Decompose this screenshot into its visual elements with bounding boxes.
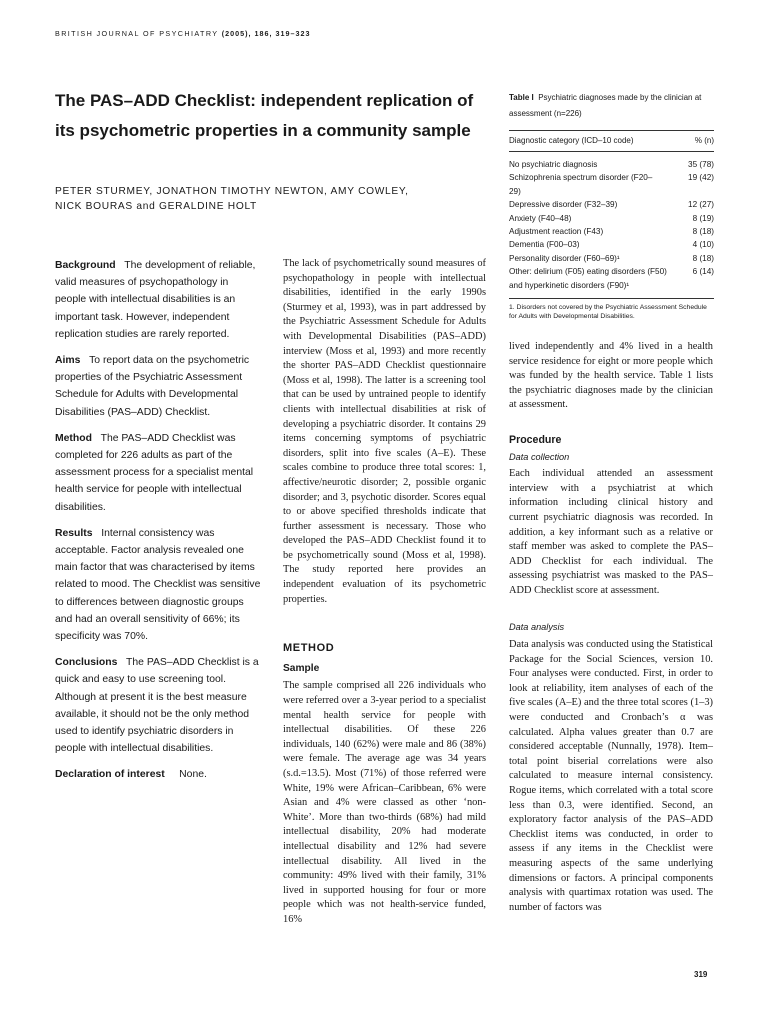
table-bottom-rule	[509, 298, 714, 299]
table-cell: Depressive disorder (F32–39)	[509, 200, 618, 210]
body-column-3	[509, 340, 713, 915]
table-row	[509, 225, 714, 238]
table-cell: No psychiatric diagnosis	[509, 160, 598, 169]
table-cell: 4 (10)	[692, 240, 714, 250]
abstract-aims	[55, 352, 261, 421]
table-row	[509, 158, 714, 171]
table-cell: 8 (19)	[692, 213, 714, 223]
table-row	[509, 198, 714, 211]
data-collection-heading: Data collection	[509, 451, 570, 462]
abstract-text: To report data on the psychometric properties of the Psychiatric Assessment Schedule for Adults with Developmental Disabilities (PAS–ADD) Checklist.	[55, 355, 250, 418]
table-cell: Anxiety (F40–48)	[509, 213, 572, 223]
table-header-rule	[509, 151, 714, 152]
table-row	[509, 171, 714, 198]
journal-name: BRITISH JOURNAL OF PSYCHIATRY	[55, 29, 219, 38]
abstract-results	[55, 525, 261, 645]
sample-heading: Sample	[283, 662, 320, 674]
table-row	[509, 212, 714, 225]
table-row	[509, 252, 714, 265]
table-cell: 35 (78)	[688, 160, 714, 169]
table-row	[509, 238, 714, 251]
body-column-2	[283, 257, 486, 928]
abstract-heading: Method	[55, 432, 92, 444]
author-list	[55, 184, 475, 214]
table-col-category: Diagnostic category (ICD–10 code)	[509, 136, 634, 145]
procedure-heading: Procedure	[509, 433, 562, 446]
abstract-heading: Results	[55, 527, 93, 539]
table-cell: 8 (18)	[692, 227, 714, 237]
table-row	[509, 265, 714, 292]
table-cell: 19 (42)	[688, 173, 714, 183]
abstract-method	[55, 430, 261, 516]
journal-citation: (2005), 186, 319–323	[221, 29, 311, 38]
data-analysis-paragraph: Data analysis was conducted using the Statistical Package for the Social Sciences, version 10. Four analyses were conducted. First, in order to look at reliability, item analyses of each of the five scales (A–E) and the three total scores (1–3) were conducted and Cronbach’s α was calculated. Alpha values greater than 0.7 are considered acceptable (Nunnally, 1978). Item–total point biserial correlations were also calculated to measure internal consistency. Rogue items, which correlated with a total score less than 0.3, were identified. Second, an exploratory factor analysis of the PAS–ADD Checklist items was conducted, in order to assess if any items in the Checklist were measuring aspects of the same underlying dimensions or factors. A principal components analysis with quartimax rotation was used. The number of factors was	[509, 639, 713, 913]
authors-line-2: NICK BOURAS and GERALDINE HOLT	[55, 201, 257, 212]
authors-line-1: PETER STURMEY, JONATHON TIMOTHY NEWTON, AMY COWLEY,	[55, 186, 409, 197]
table-cell: Personality disorder (F60–69)¹	[509, 253, 620, 263]
table-cell: 8 (18)	[692, 253, 714, 263]
table-caption-text: Psychiatric diagnoses made by the clinician at assessment (n=226)	[509, 93, 702, 118]
abstract-heading: Conclusions	[55, 657, 118, 669]
sample-paragraph: The sample comprised all 226 individuals who were referred over a 3-year period to a specialist mental health service for people with intellectual disabilities. Of these 226 individuals, 140 (62%) were male and 86 (38%) were female. The average age was 34 years (s.d.=13.5). Most (71%) of those referred were White, 19% were African–Caribbean, 6% were Asian and 4% were classed as other ‘non-White’. More than two-thirds (68%) had mild intellectual disability, 20% had moderate intellectual disability and 12% had severe intellectual disability. All lived in the community: 49% lived with their family, 31% lived in supported housing for four or more people which was not health-service funded, 16%	[283, 680, 486, 925]
table-1	[509, 90, 714, 321]
table-footnote: 1. Disorders not covered by the Psychiatric Assessment Schedule for Adults with Developmental Disabilities.	[509, 304, 707, 321]
table-col-percent: % (n)	[694, 136, 714, 145]
abstract-text: The PAS–ADD Checklist is a quick and easy to use screening tool. Although at present it is the best measure available, it should not be the only method used to identify psychiatric disorders in people with intellectual disabilities.	[55, 657, 259, 755]
abstract-heading: Declaration of interest	[55, 769, 165, 781]
abstract-text: The PAS–ADD Checklist was completed for 226 adults as part of the assessment process for a specialist mental health service for people with intellectual disabilities.	[55, 432, 254, 513]
data-analysis-heading: Data analysis	[509, 621, 565, 632]
sample-continued-paragraph: lived independently and 4% lived in a health service residence for eight or more people which was funded by the health service. Table 1 lists the psychiatric diagnoses made by the clinician at assessment.	[509, 341, 713, 411]
table-cell: Dementia (F00–03)	[509, 240, 580, 250]
table-cell: 6 (14)	[692, 267, 714, 277]
abstract-conclusions	[55, 654, 261, 757]
table-label: Table I	[509, 93, 534, 102]
table-cell: Other: delirium (F05) eating disorders (F50) and hyperkinetic disorders (F90)¹	[509, 267, 667, 290]
abstract-heading: Background	[55, 260, 116, 271]
journal-header	[55, 29, 311, 38]
table-cell: 12 (27)	[688, 200, 714, 210]
method-heading: METHOD	[283, 642, 335, 655]
table-header	[509, 131, 714, 151]
abstract-text: Internal consistency was acceptable. Factor analysis revealed one main factor that was characterised by items related to mood. The Checklist was sensitive to differences between diagnostic groups and had an overall sensitivity of 66%; its specificity was 70%.	[55, 527, 261, 643]
page-number: 319	[694, 970, 708, 979]
data-collection-paragraph: Each individual attended an assessment interview with a psychiatrist at which information including clinical history and current psychiatric diagnosis was recorded. In addition, a key informant such as a relative or staff member was asked to complete the PAS–ADD Checklist for each individual. The assessing psychiatrist was masked to the PAS–ADD Checklist score at assessment.	[509, 468, 713, 596]
abstract	[55, 257, 261, 793]
table-cell: Schizophrenia spectrum disorder (F20–29)	[509, 173, 653, 196]
abstract-heading: Aims	[55, 355, 81, 367]
abstract-text: None.	[179, 769, 207, 781]
abstract-declaration	[55, 766, 261, 783]
abstract-text: The development of reliable, valid measures of psychopathology in people with intellectual disabilities is an important task. However, independent replication studies are rarely reported.	[55, 260, 256, 340]
abstract-background	[55, 257, 261, 343]
table-cell: Adjustment reaction (F43)	[509, 227, 604, 237]
article-title: The PAS–ADD Checklist: independent replication of its psychometric properties in a community sample	[55, 91, 474, 140]
intro-paragraph: The lack of psychometrically sound measures of psychopathology in people with intellectual disabilities, identified in the early 1990s (Sturmey et al, 1993), was in part addressed by the Psychiatric Assessment Schedule for Adults with Developmental Disabilities (PAS–ADD) interview (Moss et al, 1993) and more recently the shorter PAS–ADD Checklist questionnaire (Moss et al, 1998). The latter is a screening tool that can be used by untrained people to identify clients with intellectual disabilities at risk of developing a psychiatric disorder. It contains 29 items concerning symptoms of psychiatric disorders, split into five scales (A–E). These scales combine to produce three total scores: 1, affective/neurotic disorder; 2, possible organic disorder; and 3, psychotic disorder. Scores equal to or above specified thresholds indicate that further assessment is necessary. Those who developed the PAS–ADD Checklist found it to be psychometrically sound (Moss et al, 1998). The study reported here provides an independent evaluation of its psychometric properties.	[283, 258, 486, 605]
table-caption	[509, 90, 714, 122]
